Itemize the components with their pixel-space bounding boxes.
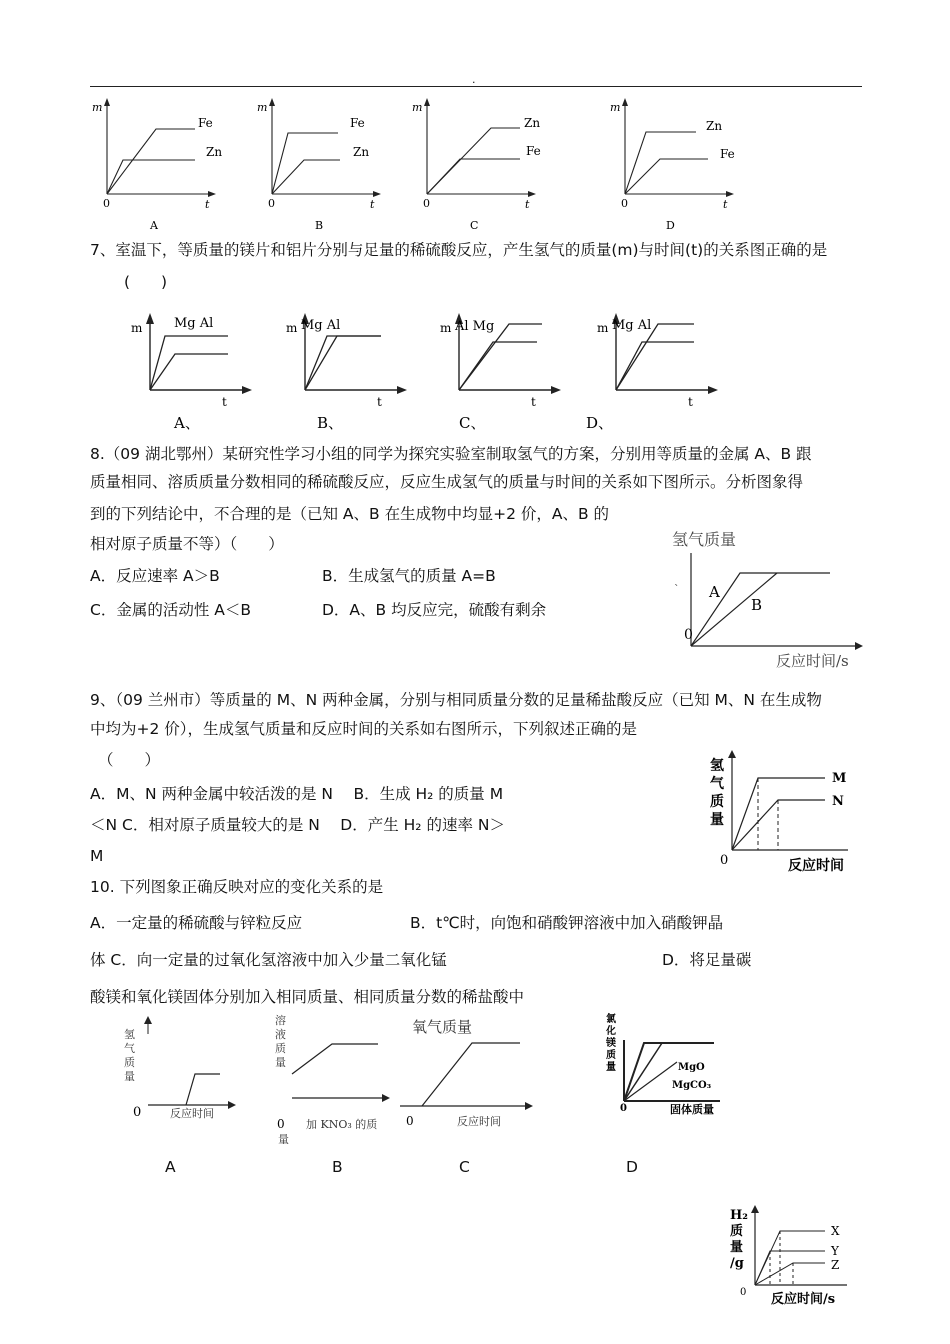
svg-text:质: 质 [730, 1224, 744, 1239]
q8-graph-ylabel: 氢气质量 [672, 530, 737, 549]
q10-a-zero: 0 [133, 1105, 142, 1120]
q6-bottom-label: Zn [206, 145, 223, 159]
q11-label-z: Z [831, 1258, 840, 1272]
q8-line3: 到的下列结论中，不合理的是（已知 A、B 在生成物中均显+2 价，A、B 的 [90, 505, 610, 523]
q10-c-zero: 0 [406, 1114, 414, 1128]
q10-d-label-mgo: MgO [678, 1062, 705, 1073]
q8-line4: 相对原子质量不等）（ ） [90, 535, 284, 553]
q7-y-arrow [146, 313, 154, 324]
q6-x-arrow [208, 191, 216, 197]
q8-option-d: D．A、B 均反应完，硫酸有剩余 [322, 601, 547, 619]
header-rule [90, 86, 862, 87]
svg-text:H₂: H₂ [730, 1208, 748, 1223]
q6-top-label: Zn [706, 119, 723, 133]
q6-y-arrow [104, 98, 110, 106]
q10-a-y-arrow [144, 1016, 152, 1024]
q9-label-m: M [832, 771, 847, 786]
q8-graph-xlabel: 反应时间/s [776, 652, 849, 670]
q6-x-arrow [373, 191, 381, 197]
q9-line2: 中均为+2 价），生成氢气质量和反应时间的关系如右图所示，下列叙述正确的是 [90, 720, 638, 738]
q10-graph-b [270, 1012, 400, 1148]
q11-zero: 0 [740, 1287, 747, 1298]
q11-graph [725, 1205, 855, 1313]
q6-y-arrow [622, 98, 628, 106]
q6-letter: B [315, 219, 324, 232]
q6-bottom-label: Fe [526, 144, 541, 158]
q10-b-zero: 0 [277, 1117, 285, 1131]
q7-x-arrow [397, 386, 407, 394]
q6-bottom-label: Fe [720, 147, 735, 161]
q11-line-x [755, 1231, 825, 1285]
q8-graph [660, 525, 870, 675]
q7-x-arrow [242, 386, 252, 394]
q10-line2b: D．将足量碳 [662, 951, 752, 969]
q11-ylabel [730, 1208, 748, 1271]
svg-text:液: 液 [275, 1028, 286, 1041]
q6-top-label: Fe [350, 116, 365, 130]
svg-text:质: 质 [710, 794, 724, 810]
svg-text:质: 质 [124, 1056, 135, 1069]
q6-top-label: Fe [198, 116, 213, 130]
q7-option-letter: B、 [317, 414, 344, 432]
q7-graph-2 [283, 310, 423, 435]
q6-t-label: t [370, 198, 375, 211]
q7-series-label: Al Mg [455, 319, 495, 334]
q6-graph-d [608, 98, 758, 238]
q10-b-line [292, 1044, 378, 1074]
q6-graph-a [90, 98, 240, 238]
q8-label-a: A [709, 583, 720, 601]
svg-text:镁: 镁 [606, 1038, 616, 1049]
q10-b-xlabel: 加 KNO₃ 的质 [306, 1118, 378, 1131]
q6-graph-b [255, 98, 405, 238]
q7-line-1 [305, 336, 381, 390]
q7-m-label: m [597, 321, 609, 335]
q7-t-label: t [377, 395, 382, 409]
q8-line1: 8.（09 湖北鄂州）某研究性学习小组的同学为探究实验室制取氢气的方案，分别用等质量的金属 A、B 跟 [90, 445, 812, 463]
q8-graph-tick: ` [674, 583, 680, 596]
q6-zero: 0 [621, 197, 628, 210]
q7-line-2 [459, 342, 537, 390]
q11-y-arrow [751, 1205, 759, 1213]
q7-x-arrow [551, 386, 561, 394]
q10-line2a: 体 C．向一定量的过氧化氢溶液中加入少量二氧化锰 [90, 951, 447, 969]
q10-a-ylabel [124, 1027, 135, 1083]
q7-question: 7、室温下，等质量的镁片和铝片分别与足量的稀硫酸反应，产生氢气的质量(m)与时间(t)的关系图正确的是 [90, 241, 828, 259]
q10-d-zero: 0 [620, 1103, 627, 1114]
q9-graph-ylabel [710, 757, 725, 828]
q11-line-z [755, 1263, 825, 1285]
svg-text:/g: /g [730, 1256, 744, 1271]
svg-text:氢: 氢 [124, 1028, 135, 1041]
q7-m-label: m [440, 321, 452, 335]
q6-line-bottom [625, 159, 708, 194]
q6-top-label: Zn [524, 116, 541, 130]
q7-series-label: Mg Al [612, 318, 652, 333]
q6-letter: D [666, 219, 675, 232]
q10-line1a: A．一定量的稀硫酸与锌粒反应 [90, 914, 303, 932]
q6-x-arrow [528, 191, 536, 197]
q6-line-top [427, 128, 520, 194]
q8-option-b: B．生成氢气的质量 A=B [322, 567, 496, 585]
q7-line-1 [150, 336, 228, 390]
q8-line2: 质量相同、溶质质量分数相同的稀硫酸反应，反应生成氢气的质量与时间的关系如下图所示。分析图象得 [90, 473, 804, 491]
q10-a-x-arrow [228, 1101, 236, 1109]
q10-d-label-mgco3: MgCO₃ [672, 1080, 712, 1091]
q10-line1b: B．t℃时，向饱和硝酸钾溶液中加入硝酸钾晶 [410, 914, 724, 932]
q10-d-ylabel [605, 1012, 616, 1073]
q10-c-line [422, 1043, 520, 1106]
q8-option-c: C．金属的活动性 A＜B [90, 601, 251, 619]
q7-t-label: t [531, 395, 536, 409]
q6-x-arrow [726, 191, 734, 197]
q9-paren: （ ） [98, 751, 161, 769]
q9-y-arrow [728, 750, 736, 758]
q7-graph-1 [128, 310, 268, 435]
q10-a-xlabel: 反应时间 [170, 1107, 214, 1120]
q6-y-arrow [269, 98, 275, 106]
q6-line-top [625, 132, 696, 194]
svg-text:量: 量 [124, 1070, 135, 1083]
q9-graph [700, 748, 860, 880]
q6-zero: 0 [103, 197, 110, 210]
q8-option-a: A．反应速率 A＞B [90, 567, 220, 585]
q10-c-x-arrow [525, 1102, 533, 1110]
q10-b-letter: B [332, 1158, 343, 1176]
q6-t-label: t [525, 198, 530, 211]
q7-line-2 [616, 342, 694, 390]
q7-option-letter: A、 [174, 414, 200, 432]
q7-t-label: t [222, 395, 227, 409]
q7-m-label: m [131, 321, 143, 335]
svg-text:溶: 溶 [275, 1014, 286, 1027]
svg-text:氯: 氯 [606, 1014, 616, 1025]
q7-option-letter: D、 [586, 414, 614, 432]
q6-m-label: m [412, 101, 423, 114]
q9-label-n: N [832, 794, 844, 809]
svg-text:氢: 氢 [710, 758, 724, 774]
q11-label-x: X [831, 1224, 840, 1238]
q9-options-line2: ＜N C．相对原子质量较大的是 N D．产生 H₂ 的速率 N＞ [90, 816, 505, 834]
q10-d-letter: D [626, 1158, 638, 1176]
q6-m-label: m [257, 101, 268, 114]
q7-m-label: m [286, 321, 298, 335]
q7-option-letter: C、 [459, 414, 486, 432]
svg-text:量: 量 [730, 1240, 744, 1255]
q10-graph-c [400, 1012, 540, 1132]
q10-b-ylabel [275, 1013, 286, 1069]
q10-d-line-low [624, 1062, 677, 1101]
q7-line-2 [150, 354, 228, 390]
q10-d-xlabel: 固体质量 [670, 1103, 714, 1116]
svg-text:气: 气 [710, 776, 724, 792]
q7-graph-4 [586, 310, 734, 435]
q6-m-label: m [610, 101, 621, 114]
q6-line-top [272, 133, 338, 194]
q11-xlabel: 反应时间/s [771, 1292, 836, 1307]
q7-t-label: t [688, 395, 693, 409]
q6-bottom-label: Zn [353, 145, 370, 159]
q9-options-line3: M [90, 847, 104, 865]
q6-letter: C [470, 219, 479, 232]
q10-d-line-mid [624, 1043, 662, 1101]
q6-letter: A [150, 219, 158, 232]
q7-line-1 [616, 324, 694, 390]
svg-text:气: 气 [124, 1042, 135, 1055]
q9-line1: 9、（09 兰州市）等质量的 M、N 两种金属，分别与相同质量分数的足量稀盐酸反应（已知 M、N 在生成物 [90, 691, 822, 709]
svg-text:质: 质 [275, 1042, 286, 1055]
header-dot: . [472, 73, 476, 86]
q8-line-b [691, 573, 777, 646]
q9-options-line1: A．M、N 两种金属中较活泼的是 N B．生成 H₂ 的质量 M [90, 785, 504, 803]
svg-text:量: 量 [606, 1062, 616, 1073]
q10-a-letter: A [165, 1158, 176, 1176]
q6-t-label: t [205, 198, 210, 211]
q8-zero: 0 [684, 627, 693, 643]
svg-text:量: 量 [275, 1056, 286, 1069]
svg-text:量: 量 [710, 812, 724, 828]
q10-b-xlabel2: 量 [278, 1133, 289, 1146]
q6-zero: 0 [268, 197, 275, 210]
q7-graph-3 [437, 310, 577, 435]
q10-b-x-arrow [382, 1094, 390, 1102]
q6-t-label: t [723, 198, 728, 211]
q11-label-y: Y [831, 1244, 839, 1258]
q10-c-ylabel: 氧气质量 [412, 1018, 473, 1036]
q6-line-bottom [272, 160, 340, 194]
q10-title: 10. 下列图象正确反映对应的变化关系的是 [90, 878, 384, 896]
q7-series-label: Mg Al [174, 316, 214, 331]
q8-x-arrow [855, 642, 863, 650]
q10-a-line [186, 1074, 220, 1105]
q8-label-b: B [751, 596, 763, 614]
q10-c-xlabel: 反应时间 [457, 1115, 501, 1128]
q10-line3: 酸镁和氧化镁固体分别加入相同质量、相同质量分数的稀盐酸中 [90, 988, 525, 1006]
q6-line-top [107, 129, 195, 194]
q6-m-label: m [92, 101, 103, 114]
svg-text:化: 化 [606, 1026, 616, 1037]
q10-graph-a [118, 1012, 243, 1122]
q6-y-arrow [424, 98, 430, 106]
q9-graph-xlabel: 反应时间 [788, 858, 844, 874]
q10-graph-d [602, 1010, 730, 1120]
q6-line-bottom [427, 159, 520, 194]
q6-zero: 0 [423, 197, 430, 210]
q7-x-arrow [708, 386, 718, 394]
q9-zero: 0 [720, 853, 729, 868]
q10-c-letter: C [459, 1158, 470, 1176]
svg-text:质: 质 [606, 1050, 616, 1061]
q7-paren: ( ) [124, 273, 168, 291]
q6-graph-c [410, 98, 560, 238]
q11-line-y [755, 1251, 825, 1285]
q7-series-label: Mg Al [301, 318, 341, 333]
